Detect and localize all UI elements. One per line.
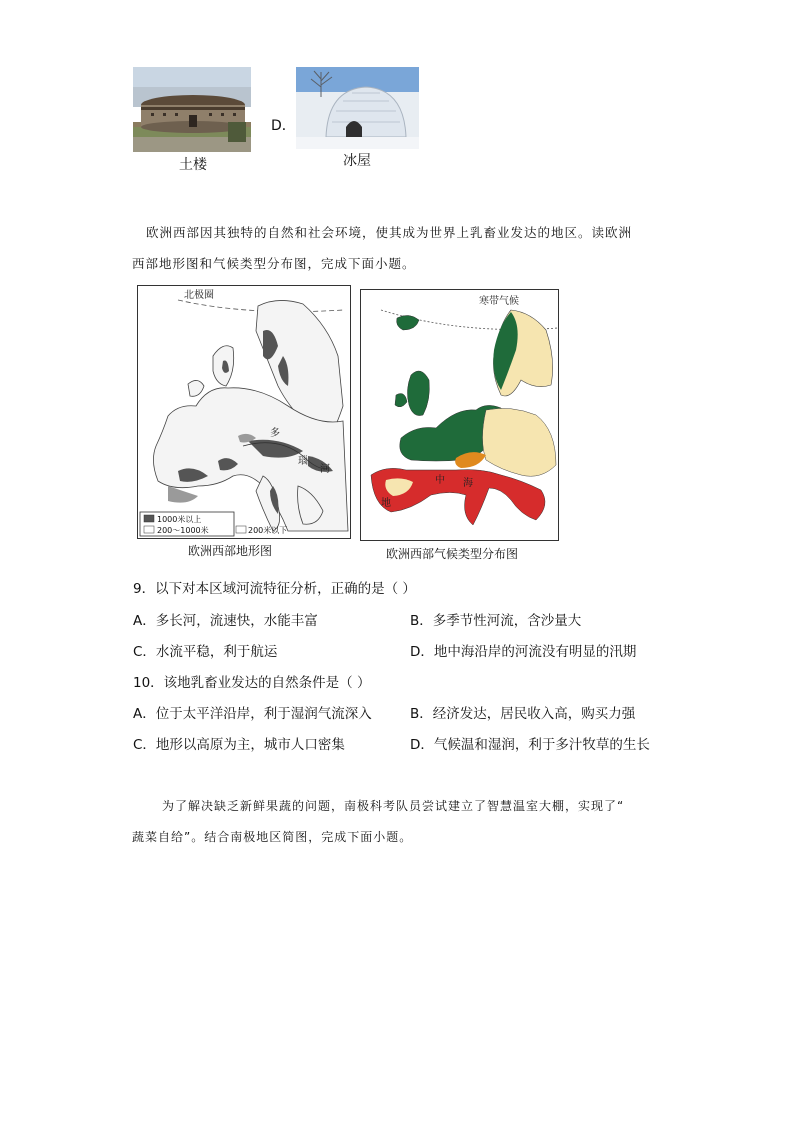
tulou-photo (133, 67, 251, 152)
intro-paragraph-1 (132, 217, 666, 279)
question-10-option-d[interactable]: D．气候温和湿润，利于多汁牧草的生长 (410, 737, 650, 753)
question-10-option-b[interactable]: B．经济发达，居民收入高，购买力强 (410, 706, 636, 722)
question-9-option-d[interactable]: D．地中海沿岸的河流没有明显的汛期 (410, 644, 637, 660)
intro2-line-2: 蔬菜自给”。结合南极地区简图，完成下面小题。 (132, 830, 413, 844)
climate-label-zhong: 中 (435, 475, 445, 486)
tulou-caption: 土楼 (179, 157, 207, 173)
question-10-option-c[interactable]: C．地形以高原为主，城市人口密集 (133, 737, 345, 753)
climate-label-hai: 海 (463, 478, 473, 489)
legend-below-200: 200米以下 (248, 526, 288, 535)
question-9-option-a[interactable]: A．多长河，流速快，水能丰富 (133, 613, 318, 629)
climate-label-di: 地 (381, 498, 391, 509)
question-10-stem: 10．该地乳畜业发达的自然条件是（ ） (133, 675, 371, 691)
arctic-circle-label: 北极圈 (184, 290, 214, 301)
legend-200-1000: 200～1000米 (157, 526, 209, 535)
climate-map-caption: 欧洲西部气候类型分布图 (386, 547, 519, 561)
legend-above-1000: 1000米以上 (157, 515, 202, 524)
intro-paragraph-2 (132, 791, 692, 853)
question-9-option-b[interactable]: B．多季节性河流，含沙量大 (410, 613, 582, 629)
terrain-label-rui: 瑙 (298, 456, 308, 467)
terrain-map-caption: 欧洲西部地形图 (188, 544, 273, 558)
intro-line-2: 西部地形图和气候类型分布图，完成下面小题。 (132, 256, 416, 271)
terrain-label-he: 河 (320, 464, 330, 475)
terrain-label-duo: 多 (270, 428, 280, 439)
option-d-label: D． (271, 118, 296, 134)
igloo-caption: 冰屋 (343, 153, 371, 169)
question-10-option-a[interactable]: A．位于太平洋沿岸，利于湿润气流深入 (133, 706, 372, 722)
intro-line-1: 欧洲西部因其独特的自然和社会环境，使其成为世界上乳畜业发达的地区。读欧洲 (146, 225, 633, 240)
terrain-map (137, 285, 351, 539)
question-9-option-c[interactable]: C．水流平稳，利于航运 (133, 644, 278, 660)
intro2-line-1: 为了解决缺乏新鲜果蔬的问题，南极科考队员尝试建立了智慧温室大棚，实现了“ (162, 799, 625, 813)
climate-map (360, 289, 559, 541)
igloo-photo (296, 67, 419, 149)
cold-climate-label: 寒带气候 (479, 296, 519, 307)
terrain-legend (140, 512, 287, 536)
question-9-stem: 9．以下对本区域河流特征分析，正确的是（ ） (133, 581, 416, 597)
